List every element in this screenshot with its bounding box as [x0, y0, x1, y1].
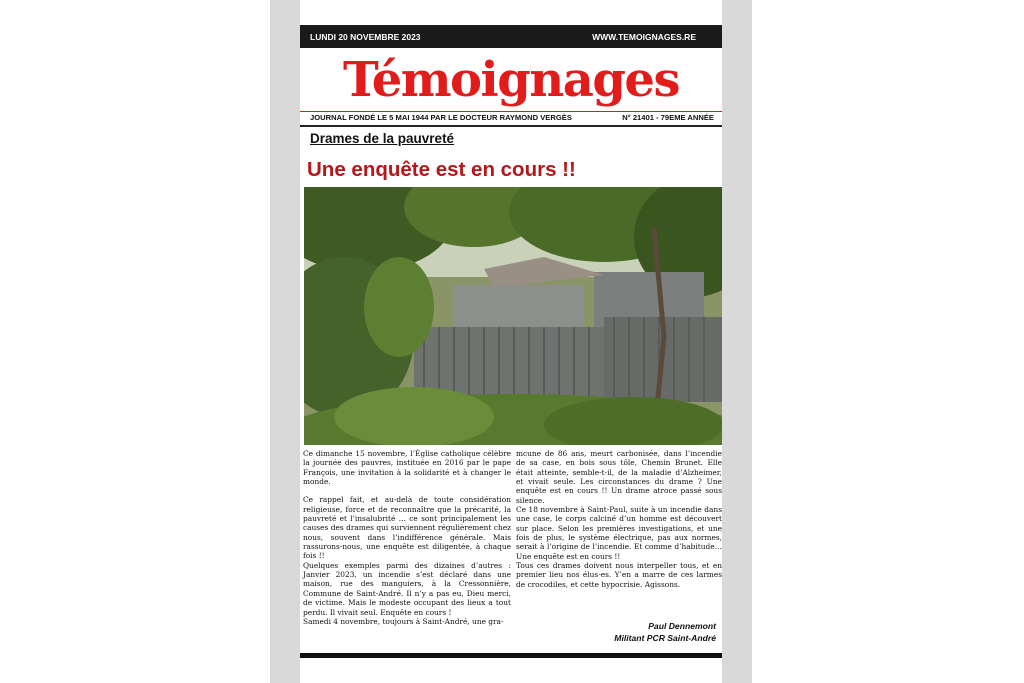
masthead-title: Témoignages: [343, 52, 679, 108]
paragraph: Samedi 4 novembre, toujours à Saint-André, une gra-: [303, 616, 504, 626]
article-column-2: [516, 449, 722, 589]
article-column-1: [303, 449, 511, 626]
paragraph: Ce rappel fait, et au-delà de toute considération religieuse, force et de reconnaître que la précarité, la pauvreté et l’insalubrité … ce sont principalement les causes des drames qui surviennent régulièrement chez nous, souvent dans l’indifférence générale. Mais rassurons-nous, une enquête est diligentée, à chaque fois !!: [303, 495, 511, 561]
author-name: Paul Dennemont: [648, 621, 716, 631]
newspaper-page: [300, 0, 722, 683]
website-link[interactable]: WWW.TEMOIGNAGES.RE: [592, 32, 696, 42]
bottom-bar: [300, 653, 722, 658]
top-bar: [300, 25, 722, 48]
paragraph: mcune de 86 ans, meurt carbonisée, dans l’incendie de sa case, en bois sous tôle, Chemin Brunet. Elle était atteinte, semble-t-il, de la maladie d’Alzheimer, et vivait seule. Les circonstances du drame ? Une enquête est en cours !! Un drame atroce passé sous silence.: [516, 449, 722, 505]
founding-line: JOURNAL FONDÉ LE 5 MAI 1944 PAR LE DOCTEUR RAYMOND VERGÈS: [310, 113, 572, 122]
paragraph: Ce 18 novembre à Saint-Paul, suite à un incendie dans une case, le corps calciné d’un homme est découvert sur place. Selon les premières investigations, et une fois de plus, le système électrique, pas aux normes, serait à l’origine de l’incendie. Et comme d’habitude… Une enquête est en cours !!: [516, 505, 722, 561]
paragraph: Ce dimanche 15 novembre, l’Église catholique célèbre la journée des pauvres, instituée en 2016 par le pape François, une invitation à la solidarité et à changer le monde.: [303, 449, 511, 487]
article-body: [303, 449, 722, 644]
masthead-rule-bottom: [300, 125, 722, 127]
article-kicker: Drames de la pauvreté: [310, 131, 455, 146]
article-photo: [304, 187, 722, 445]
issue-date: LUNDI 20 NOVEMBRE 2023: [310, 32, 421, 42]
paragraph-spacer: [303, 486, 511, 495]
paragraph: Tous ces drames doivent nous interpeller tous, et en premier lieu nos élus-es. Y’en a marre de ces larmes de crocodiles, et cette hypocrisie. Agissons.: [516, 561, 722, 589]
issue-number: N° 21401 - 79EME ANNÉE: [622, 113, 714, 122]
masthead-meta: [300, 113, 722, 124]
left-frame-band: [270, 0, 300, 683]
masthead-rule-top: [300, 111, 722, 112]
photo-illustration: [304, 187, 722, 445]
paragraph: Quelques exemples parmi des dizaines d’autres : Janvier 2023, un incendie s’est déclaré dans une maison, rue des manguiers, à la Cressonnière, Commune de Saint-André. Il n’y a pas eu, Dieu merci, de victime. Mais le modeste occupant des lieux a tout perdu. Il vivait seul. Enquête en cours !: [303, 560, 511, 617]
article-headline: Une enquête est en cours !!: [307, 158, 576, 181]
right-frame-band: [722, 0, 752, 683]
author-role: Militant PCR Saint-André: [614, 633, 716, 643]
